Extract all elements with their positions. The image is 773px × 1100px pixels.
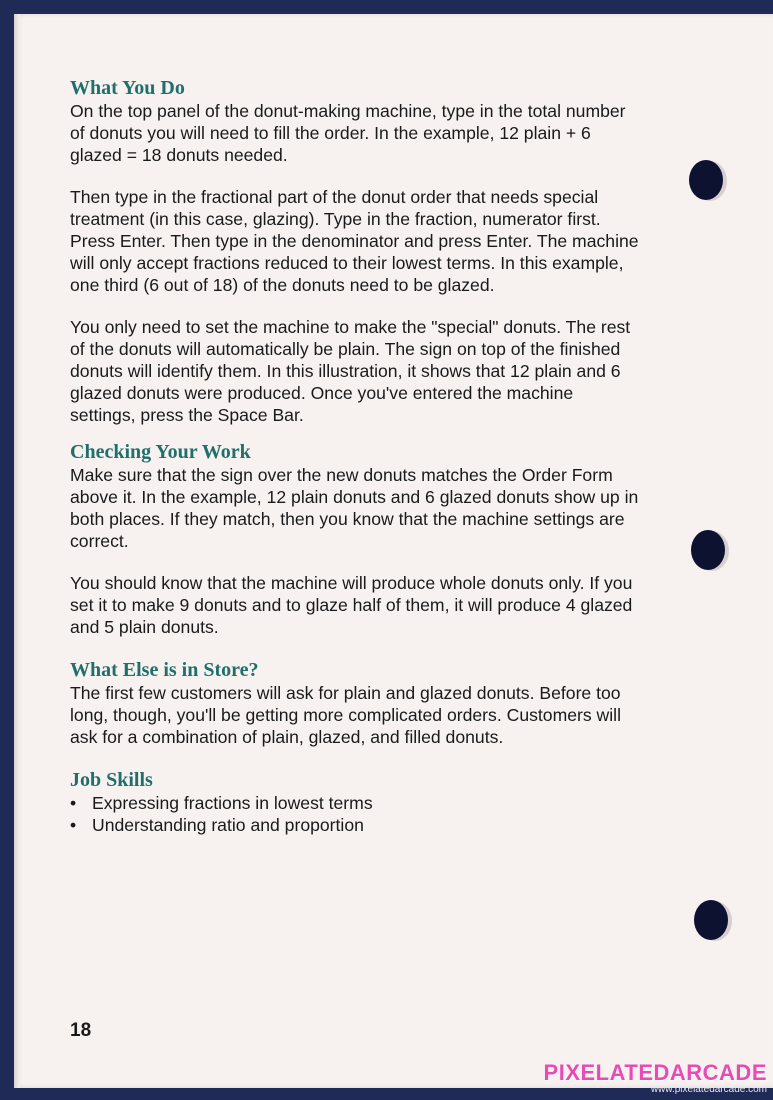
skills-list	[70, 792, 640, 836]
section-heading: What Else is in Store?	[70, 659, 259, 681]
watermark-title: PIXELATEDARCADE	[543, 1060, 767, 1085]
bullet-icon: •	[70, 793, 77, 813]
list-item	[70, 792, 640, 814]
section-heading: Checking Your Work	[70, 441, 251, 463]
section-what-you-do	[70, 76, 640, 426]
binder-hole-middle	[691, 530, 725, 570]
section-job-skills	[70, 768, 640, 836]
paragraph: On the top panel of the donut-making machine, type in the total number of donuts you will need to fill the order. In the example, 12 plain + 6 glazed = 18 donuts needed.	[70, 101, 626, 165]
section-checking-your-work	[70, 440, 640, 638]
paragraph: Make sure that the sign over the new donuts matches the Order Form above it. In the example, 12 plain donuts and 6 glazed donuts show up in both places. If they match, then you know that the machine settings are correct.	[70, 465, 639, 551]
list-item	[70, 814, 640, 836]
list-item-text: Understanding ratio and proportion	[92, 815, 364, 835]
watermark-url: www.pixelatedarcade.com	[650, 1084, 767, 1095]
binder-hole-top	[689, 160, 723, 200]
paragraph: You only need to set the machine to make the "special" donuts. The rest of the donuts will automatically be plain. The sign on top of the finished donuts will identify them. In this illustration, it shows that 12 plain and 6 glazed donuts were produced. Once you've entered the machine settings, press the Space Bar.	[70, 317, 631, 425]
watermark	[544, 1062, 767, 1095]
page-number: 18	[70, 1020, 92, 1041]
section-heading: What You Do	[70, 77, 185, 99]
section-what-else-is-in-store	[70, 658, 640, 748]
page-content	[70, 76, 640, 836]
bullet-icon: •	[70, 815, 77, 835]
section-heading: Job Skills	[70, 769, 153, 791]
binder-hole-bottom	[694, 900, 728, 940]
paragraph: Then type in the fractional part of the donut order that needs special treatment (in this case, glazing). Type in the fraction, numerator first. Press Enter. Then type in the denominator and press Enter. The machine will only accept fractions reduced to their lowest terms. In this example, one third (6 out of 18) of the donuts need to be glazed.	[70, 187, 639, 295]
list-item-text: Expressing fractions in lowest terms	[92, 793, 373, 813]
paragraph: The first few customers will ask for plain and glazed donuts. Before too long, though, you'll be getting more complicated orders. Customers will ask for a combination of plain, glazed, and filled donuts.	[70, 683, 621, 747]
paragraph: You should know that the machine will produce whole donuts only. If you set it to make 9 donuts and to glaze half of them, it will produce 4 glazed and 5 plain donuts.	[70, 573, 633, 637]
page-edge	[14, 14, 20, 1088]
